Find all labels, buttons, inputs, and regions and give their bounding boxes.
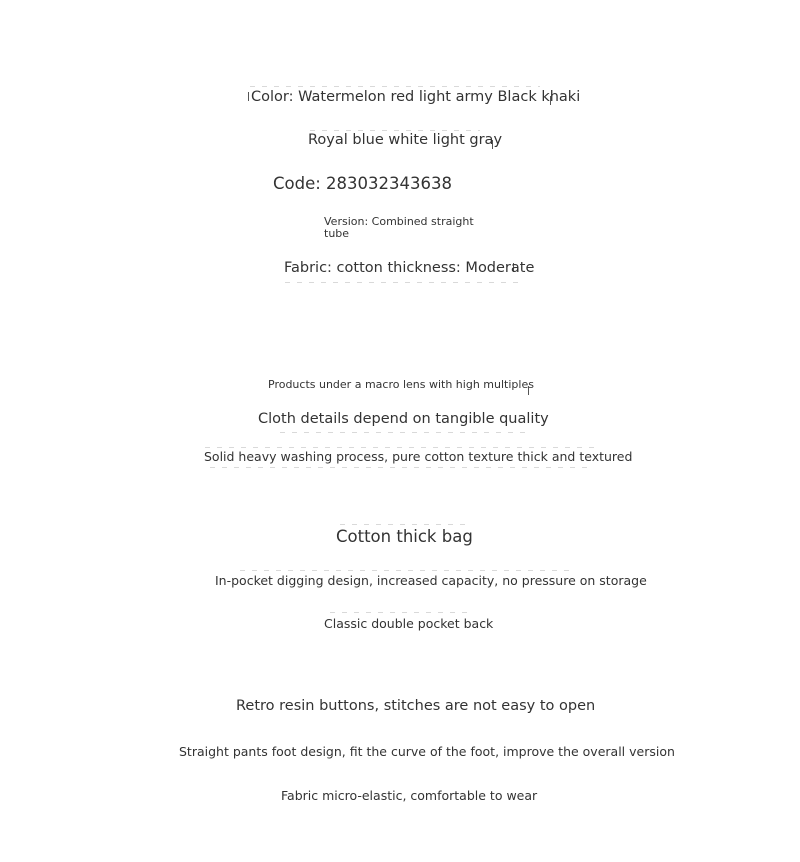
decorative-stroke — [340, 524, 465, 525]
cloth-details-heading: Cloth details depend on tangible quality — [258, 411, 549, 427]
decorative-stroke — [205, 447, 595, 448]
pants-foot-caption: Straight pants foot design, fit the curve of the foot, improve the overall version — [179, 744, 675, 759]
decorative-stroke — [330, 612, 470, 613]
decorative-stroke — [210, 467, 590, 468]
version-line-continued: tube — [324, 227, 350, 240]
double-pocket-caption: Classic double pocket back — [324, 616, 494, 631]
decorative-stroke — [240, 570, 575, 571]
fabric-line: Fabric: cotton thickness: Moderate — [284, 260, 535, 276]
color-line: Color: Watermelon red light army Black khaki — [251, 89, 581, 105]
resin-buttons-heading: Retro resin buttons, stitches are not easy to open — [236, 698, 596, 714]
color-line-continued: Royal blue white light gray — [308, 132, 503, 148]
macro-lens-caption: Products under a macro lens with high multiples — [268, 378, 534, 391]
decorative-stroke — [280, 432, 530, 433]
version-line: Version: Combined straight — [324, 215, 474, 228]
cotton-bag-heading: Cotton thick bag — [336, 527, 473, 546]
product-code: Code: 283032343638 — [273, 174, 453, 193]
decorative-tick — [248, 92, 249, 101]
decorative-stroke — [310, 130, 480, 131]
decorative-stroke — [250, 86, 540, 87]
in-pocket-caption: In-pocket digging design, increased capacity, no pressure on storage — [215, 573, 647, 588]
washing-process-caption: Solid heavy washing process, pure cotton texture thick and textured — [204, 449, 633, 464]
decorative-stroke — [285, 282, 525, 283]
micro-elastic-caption: Fabric micro-elastic, comfortable to wear — [281, 788, 538, 803]
